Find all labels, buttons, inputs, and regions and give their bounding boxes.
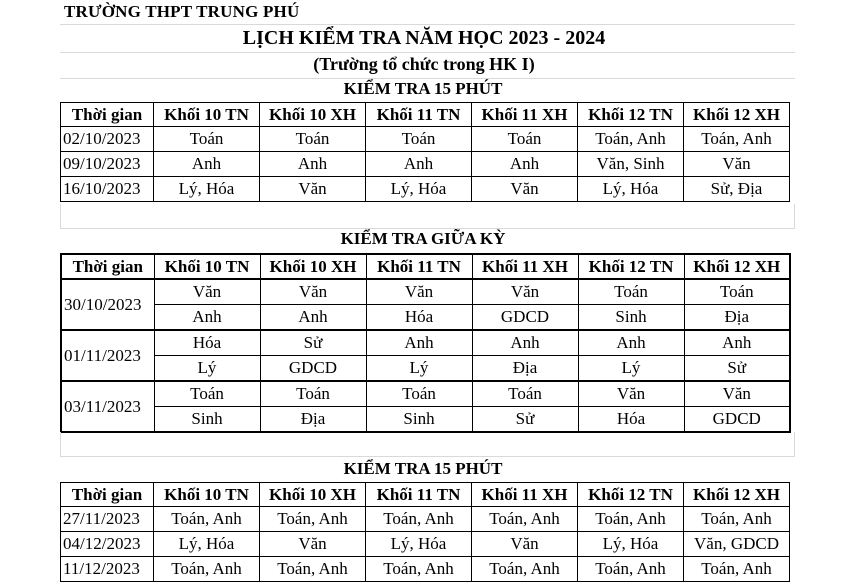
subject-cell: Lý: [154, 356, 260, 382]
subject-cell: Toán, Anh: [684, 507, 790, 532]
section3-title: KIỂM TRA 15 PHÚT: [343, 459, 503, 478]
subject-cell: Toán: [578, 279, 684, 305]
subject-cell: Lý, Hóa: [154, 532, 260, 557]
subject-cell: Toán: [260, 381, 366, 407]
subject-cell: Lý, Hóa: [366, 177, 472, 202]
table-row: [61, 330, 790, 356]
col-header-time: Thời gian: [61, 483, 154, 507]
table-row: [61, 557, 790, 582]
table-header-row: [61, 254, 790, 279]
empty-sheet-row: [60, 204, 795, 228]
schedule-table-15min-2: [60, 482, 790, 582]
subject-cell: Sinh: [366, 407, 472, 433]
col-header-k11xh: Khối 11 XH: [472, 483, 578, 507]
subject-cell: Lý, Hóa: [154, 177, 260, 202]
date-cell: 11/12/2023: [61, 557, 154, 582]
col-header-k10tn: Khối 10 TN: [154, 254, 260, 279]
subject-cell: GDCD: [260, 356, 366, 382]
section2-title: KIỂM TRA GIỮA KỲ: [340, 229, 506, 248]
col-header-k12xh: Khối 12 XH: [684, 254, 790, 279]
col-header-k11tn: Khối 11 TN: [366, 254, 472, 279]
subject-cell: GDCD: [472, 305, 578, 331]
subject-cell: Toán, Anh: [366, 507, 472, 532]
subject-cell: Toán, Anh: [260, 507, 366, 532]
table-row: [61, 381, 790, 407]
subject-cell: Sinh: [154, 407, 260, 433]
col-header-time: Thời gian: [61, 254, 154, 279]
col-header-k12xh: Khối 12 XH: [684, 483, 790, 507]
subject-cell: Văn, Sinh: [578, 152, 684, 177]
subject-cell: Toán, Anh: [684, 127, 790, 152]
subject-cell: Văn: [472, 177, 578, 202]
subject-cell: Toán, Anh: [472, 557, 578, 582]
col-header-k10tn: Khối 10 TN: [154, 103, 260, 127]
col-header-k11xh: Khối 11 XH: [472, 254, 578, 279]
subject-cell: Anh: [154, 305, 260, 331]
subject-cell: Anh: [472, 330, 578, 356]
date-cell: 09/10/2023: [61, 152, 154, 177]
subject-cell: Toán, Anh: [154, 557, 260, 582]
subject-cell: Hóa: [578, 407, 684, 433]
subject-cell: Toán: [366, 381, 472, 407]
subject-cell: Anh: [154, 152, 260, 177]
subject-cell: Anh: [366, 152, 472, 177]
subject-cell: Toán, Anh: [684, 557, 790, 582]
subject-cell: Toán: [684, 279, 790, 305]
col-header-k12xh: Khối 12 XH: [684, 103, 790, 127]
subject-cell: Địa: [260, 407, 366, 433]
sheet-gridline: [60, 456, 795, 457]
subject-cell: Toán, Anh: [154, 507, 260, 532]
col-header-time: Thời gian: [61, 103, 154, 127]
date-cell: 16/10/2023: [61, 177, 154, 202]
sheet-gridline: [60, 24, 795, 25]
section1-title: KIỂM TRA 15 PHÚT: [343, 79, 503, 98]
table-row: [61, 507, 790, 532]
col-header-k12tn: Khối 12 TN: [578, 483, 684, 507]
date-cell: 01/11/2023: [61, 330, 154, 381]
subject-cell: Sử, Địa: [684, 177, 790, 202]
col-header-k11tn: Khối 11 TN: [366, 483, 472, 507]
subject-cell: Văn, GDCD: [684, 532, 790, 557]
subject-cell: Anh: [472, 152, 578, 177]
col-header-k11xh: Khối 11 XH: [472, 103, 578, 127]
table-row: [61, 177, 790, 202]
subject-cell: Văn: [472, 532, 578, 557]
subject-cell: Toán: [366, 127, 472, 152]
subject-cell: Lý, Hóa: [366, 532, 472, 557]
subject-cell: Hóa: [154, 330, 260, 356]
subject-cell: Văn: [684, 152, 790, 177]
table-row: [61, 532, 790, 557]
subject-cell: Văn: [260, 532, 366, 557]
table-row: [61, 127, 790, 152]
school-name: TRƯỜNG THPT TRUNG PHÚ: [64, 2, 300, 21]
subject-cell: Anh: [260, 152, 366, 177]
subject-cell: Toán: [472, 381, 578, 407]
table-row: [61, 356, 790, 382]
subject-cell: Anh: [366, 330, 472, 356]
subject-cell: Sinh: [578, 305, 684, 331]
col-header-k10xh: Khối 10 XH: [260, 483, 366, 507]
subject-cell: Toán, Anh: [366, 557, 472, 582]
subject-cell: Anh: [578, 330, 684, 356]
date-cell: 30/10/2023: [61, 279, 154, 330]
table-header-row: [61, 483, 790, 507]
subject-cell: Lý, Hóa: [578, 177, 684, 202]
empty-sheet-row: [60, 432, 795, 456]
subject-cell: Hóa: [366, 305, 472, 331]
table-row: [61, 279, 790, 305]
subject-cell: Lý: [578, 356, 684, 382]
subject-cell: Văn: [684, 381, 790, 407]
page-subtitle: (Trường tổ chức trong HK I): [313, 54, 535, 74]
table-header-row: [61, 103, 790, 127]
page-title: LỊCH KIỂM TRA NĂM HỌC 2023 - 2024: [242, 27, 606, 49]
subject-cell: Văn: [260, 279, 366, 305]
subject-cell: Lý, Hóa: [578, 532, 684, 557]
subject-cell: Sử: [684, 356, 790, 382]
col-header-k10xh: Khối 10 XH: [260, 254, 366, 279]
date-cell: 03/11/2023: [61, 381, 154, 432]
col-header-k12tn: Khối 12 TN: [578, 254, 684, 279]
table-row: [61, 305, 790, 331]
subject-cell: Toán, Anh: [578, 507, 684, 532]
subject-cell: GDCD: [684, 407, 790, 433]
subject-cell: Toán, Anh: [472, 507, 578, 532]
date-cell: 02/10/2023: [61, 127, 154, 152]
subject-cell: Toán, Anh: [578, 127, 684, 152]
col-header-k10tn: Khối 10 TN: [154, 483, 260, 507]
subject-cell: Toán: [260, 127, 366, 152]
subject-cell: Văn: [366, 279, 472, 305]
table-row: [61, 407, 790, 433]
subject-cell: Sử: [260, 330, 366, 356]
subject-cell: Anh: [260, 305, 366, 331]
subject-cell: Lý: [366, 356, 472, 382]
subject-cell: Văn: [154, 279, 260, 305]
date-cell: 27/11/2023: [61, 507, 154, 532]
col-header-k12tn: Khối 12 TN: [578, 103, 684, 127]
table-row: [61, 152, 790, 177]
subject-cell: Địa: [684, 305, 790, 331]
subject-cell: Toán: [154, 381, 260, 407]
subject-cell: Địa: [472, 356, 578, 382]
subject-cell: Văn: [260, 177, 366, 202]
subject-cell: Toán: [154, 127, 260, 152]
col-header-k10xh: Khối 10 XH: [260, 103, 366, 127]
subject-cell: Toán: [472, 127, 578, 152]
subject-cell: Sử: [472, 407, 578, 433]
schedule-table-midterm: [60, 253, 791, 433]
schedule-table-15min-1: [60, 102, 790, 202]
date-cell: 04/12/2023: [61, 532, 154, 557]
subject-cell: Anh: [684, 330, 790, 356]
sheet-gridline: [60, 52, 795, 53]
subject-cell: Toán, Anh: [260, 557, 366, 582]
subject-cell: Văn: [578, 381, 684, 407]
col-header-k11tn: Khối 11 TN: [366, 103, 472, 127]
subject-cell: Văn: [472, 279, 578, 305]
subject-cell: Toán, Anh: [578, 557, 684, 582]
